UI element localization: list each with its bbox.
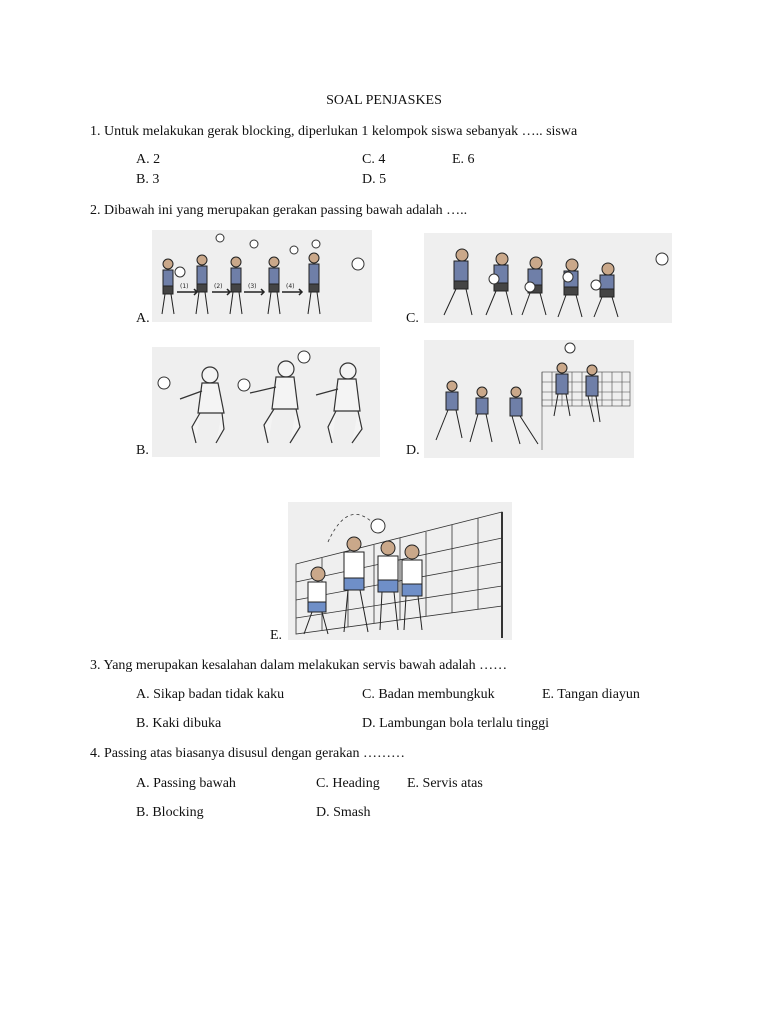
q3-option-b: B. Kaki dibuka — [136, 716, 222, 731]
question-1-text: 1. Untuk melakukan gerak blocking, diperlukan 1 kelompok siswa sebanyak ….. siswa — [90, 124, 578, 139]
q4-option-a: A. Passing bawah — [136, 776, 236, 791]
q4-option-c: C. Heading — [316, 776, 380, 791]
q2-label-a: A. — [136, 311, 150, 326]
q3-option-e: E. Tangan diayun — [542, 687, 640, 702]
q1-option-c: C. 4 — [362, 152, 386, 167]
q1-option-a: A. 2 — [136, 152, 161, 167]
q1-option-b: B. 3 — [136, 172, 160, 187]
figure-b-passing-sequence — [152, 347, 380, 457]
figure-d-blocking-game — [424, 340, 634, 458]
q3-option-d: D. Lambungan bola terlalu tinggi — [362, 716, 550, 731]
question-4-text: 4. Passing atas biasanya disusul dengan gerakan ……… — [90, 746, 405, 761]
q4-option-b: B. Blocking — [136, 805, 204, 820]
page-title: SOAL PENJASKES — [326, 93, 442, 108]
fig-a-step-4: (4) — [286, 283, 295, 290]
q4-option-e: E. Servis atas — [407, 776, 483, 791]
q2-label-e: E. — [270, 628, 283, 643]
q1-option-d: D. 5 — [362, 172, 387, 187]
question-2-text: 2. Dibawah ini yang merupakan gerakan passing bawah adalah ….. — [90, 203, 468, 218]
figure-c-passing-sequence — [424, 233, 672, 323]
q2-label-c: C. — [406, 311, 419, 326]
fig-a-step-3: (3) — [248, 283, 257, 290]
q2-label-b: B. — [136, 443, 149, 458]
q3-option-c: C. Badan membungkuk — [362, 687, 495, 702]
fig-a-step-1: (1) — [180, 283, 189, 290]
question-3-text: 3. Yang merupakan kesalahan dalam melakukan servis bawah adalah …… — [90, 658, 508, 673]
figure-a-passing-sequence — [152, 230, 372, 322]
q2-label-d: D. — [406, 443, 420, 458]
fig-a-step-2: (2) — [214, 283, 223, 290]
q4-option-d: D. Smash — [316, 805, 371, 820]
figure-e-blocking-at-net — [288, 502, 512, 640]
q3-option-a: A. Sikap badan tidak kaku — [136, 687, 285, 702]
q1-option-e: E. 6 — [452, 152, 475, 167]
